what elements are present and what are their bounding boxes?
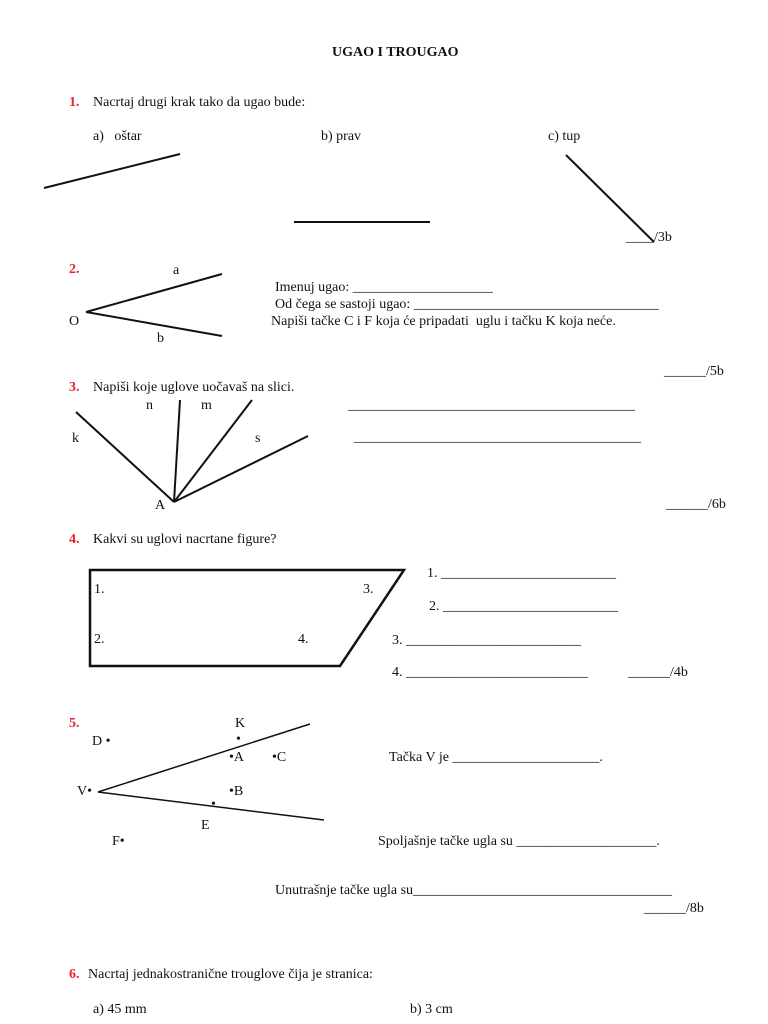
q5-point-f: F• [112,834,125,849]
q1-instruction: Nacrtaj drugi krak tako da ugao bude: [93,95,306,110]
q4-score: ______/4b [628,665,688,680]
q2-number: 2. [69,262,80,277]
q5-point-v: V• [77,784,93,799]
q1-segment-obtuse [566,155,654,242]
q2-score: ______/5b [664,364,724,379]
q3-ray-s [174,436,308,502]
q5-vertex-question: Tačka V je _____________________. [389,750,603,765]
q3-label-n: n [146,398,153,413]
q3-score: ______/6b [666,497,726,512]
q2-ray-a [86,274,222,312]
q4-answer-1: 1. _________________________ [427,566,616,581]
q5-point-d: D • [92,734,111,749]
q4-answer-2: 2. _________________________ [429,599,618,614]
page-title: UGAO I TROUGAO [332,45,459,60]
q3-ray-n [174,400,180,502]
q6-option-b: b) 3 cm [410,1002,453,1017]
q6-instruction: Nacrtaj jednakostranične trouglove čija je stranica: [88,967,373,982]
q2-label-o: O [69,314,80,329]
q1-score: ____/3b [626,230,672,245]
q5-outer-points: Spoljašnje tačke ugla su ____________________. [378,834,660,849]
q4-answer-4: 4. __________________________ [392,665,588,680]
q5-label-k: K [235,716,246,731]
q2-points-task: Napiši tačke C i F koja će pripadati uglu i tačku K koja neće. [271,314,616,329]
q3-ray-m [174,400,252,502]
q3-number: 3. [69,380,80,395]
q2-name-angle: Imenuj ugao: ____________________ [275,280,493,295]
q2-label-a: a [173,263,180,278]
q3-label-k: k [72,431,79,446]
q5-label-e: E [201,818,210,833]
q3-ray-k [76,412,174,502]
q3-label-a: A [155,498,166,513]
q2-angle-parts: Od čega se sastoji ugao: ___________________________________ [275,297,659,312]
q4-trapezoid [90,570,404,666]
q5-inner-points: Unutrašnje tačke ugla su_____________________________________ [275,883,673,898]
q4-corner-3: 3. [363,582,374,597]
q5-point-b: •B [229,784,244,799]
q1-option-b: b) prav [321,129,362,144]
q5-number: 5. [69,716,80,731]
q4-corner-1: 1. [94,582,105,597]
q1-segment-acute [44,154,180,188]
q1-number: 1. [69,95,80,110]
q1-option-a: a) oštar [93,129,142,144]
q3-instruction: Napiši koje uglove uočavaš na slici. [93,380,295,395]
q5-point-c: •C [272,750,287,765]
q2-ray-b [86,312,222,336]
q3-answer-line-1: _________________________________________ [348,398,635,413]
q5-point-e: • [211,797,216,812]
q3-answer-line-2: _________________________________________ [354,430,641,445]
q2-label-b: b [157,331,164,346]
q6-number: 6. [69,967,80,982]
q5-point-k: • [236,732,241,747]
q4-corner-2: 2. [94,632,105,647]
q6-option-a: a) 45 mm [93,1002,147,1017]
q4-number: 4. [69,532,80,547]
q4-corner-4: 4. [298,632,309,647]
q3-label-s: s [255,431,261,446]
q1-option-c: c) tup [548,129,581,144]
q4-answer-3: 3. _________________________ [392,633,581,648]
q3-label-m: m [201,398,212,413]
q5-score: ______/8b [644,901,704,916]
q5-point-a: •A [229,750,245,765]
q4-instruction: Kakvi su uglovi nacrtane figure? [93,532,277,547]
